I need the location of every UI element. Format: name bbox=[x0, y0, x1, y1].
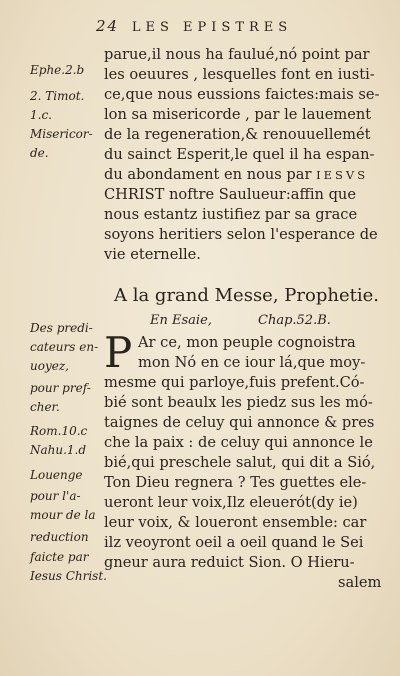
text-line: vie eternelle. bbox=[104, 246, 201, 263]
margin-note: 2. Timot. bbox=[30, 89, 85, 103]
iesus-word: IESVS bbox=[316, 168, 369, 182]
running-title: LES EPISTRES bbox=[131, 20, 293, 35]
text-line: soyons heritiers selon l'esperance de bbox=[104, 226, 378, 243]
running-header bbox=[96, 17, 292, 35]
text-line: CHRIST noftre Saulueur:affin que bbox=[104, 186, 356, 203]
drop-cap: P bbox=[104, 328, 133, 377]
margin-note: Rom.10.c bbox=[30, 424, 88, 438]
margin-note: mour de la bbox=[30, 508, 96, 522]
text-line: salem bbox=[338, 574, 382, 591]
text-line: du sainct Esperit,le quel il ha espan- bbox=[104, 146, 375, 163]
margin-note: cher. bbox=[30, 400, 60, 414]
margin-note: Nahu.1.d bbox=[30, 443, 87, 457]
text-line: nous estantz iustifiez par sa grace bbox=[104, 206, 358, 223]
text-line bbox=[104, 166, 368, 184]
margin-note: Misericor- bbox=[30, 127, 93, 141]
margin-note: faicte par bbox=[30, 550, 89, 564]
margin-note: 1.c. bbox=[30, 108, 52, 122]
margin-note: pour pref- bbox=[30, 381, 91, 395]
margin-note: pour l'a- bbox=[30, 489, 81, 503]
text-line: les oeuures , lesquelles font en iusti- bbox=[104, 66, 375, 83]
text-line: gneur aura reduict Sion. O Hieru- bbox=[104, 554, 355, 571]
text-line: lon sa misericorde , par le lauement bbox=[104, 106, 372, 123]
margin-note: Ephe.2.b bbox=[30, 63, 85, 77]
margin-note: Iesus Christ. bbox=[30, 569, 107, 583]
margin-note: reduction bbox=[30, 530, 89, 544]
text-line: che la paix : de celuy qui annonce le bbox=[104, 434, 373, 451]
subheading-chapter: Chap.52.B. bbox=[258, 313, 331, 328]
margin-note: Louenge bbox=[30, 468, 83, 482]
margin-note: de. bbox=[30, 146, 49, 160]
text-line: mon Nó en ce iour lá,que moy- bbox=[138, 354, 366, 371]
text-line: leur voix, & loueront ensemble: car bbox=[104, 514, 367, 531]
text-line-part: du abondament en nous par bbox=[104, 166, 312, 183]
text-line: Ar ce, mon peuple cognoistra bbox=[138, 334, 356, 351]
text-line: Ton Dieu regnera ? Tes guettes ele- bbox=[104, 474, 367, 491]
subheading-source: En Esaie, bbox=[150, 313, 212, 328]
text-line: mesme qui parloye,fuis prefent.Có- bbox=[104, 374, 365, 391]
text-line: bié,qui preschele salut, qui dit a Sió, bbox=[104, 454, 376, 471]
margin-note: Des predi- bbox=[30, 321, 93, 335]
section-heading: A la grand Messe, Prophetie. bbox=[114, 285, 379, 306]
text-line: bié sont beaulx les piedz sus les mó- bbox=[104, 394, 373, 411]
margin-note: uoyez, bbox=[30, 359, 69, 373]
text-line: de la regeneration,& renouuellemét bbox=[104, 126, 371, 143]
margin-note: cateurs en- bbox=[30, 340, 99, 354]
page-number: 24 bbox=[96, 17, 120, 35]
text-line: ueront leur voix,Ilz eleuerót(dy ie) bbox=[104, 494, 358, 511]
text-line: taignes de celuy qui annonce & pres bbox=[104, 414, 375, 431]
text-line: ce,que nous eussions faictes:mais se- bbox=[104, 86, 380, 103]
text-line: parue,il nous ha faulué,nó point par bbox=[104, 46, 370, 63]
text-line: ilz veoyront oeil a oeil quand le Sei bbox=[104, 534, 364, 551]
